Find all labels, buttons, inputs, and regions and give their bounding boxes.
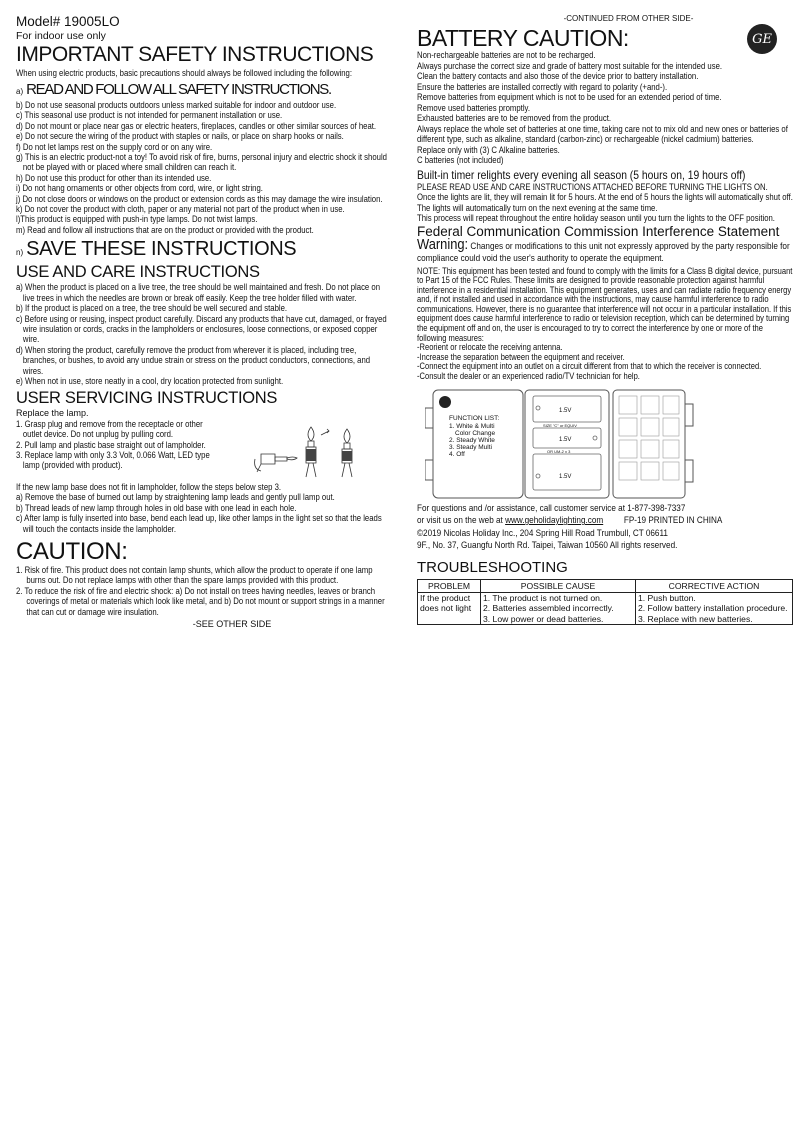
see-other-side: -SEE OTHER SIDE xyxy=(192,619,272,629)
ge-logo: GE xyxy=(747,24,777,54)
list-item: Once the lights are lit, they will remain lit for 5 hours. At the end of 5 hours the lights will automatically shut off. xyxy=(417,192,793,202)
list-item: c) This seasonal use product is not intended for permanent installation or use. xyxy=(16,110,283,121)
warning-word: Warning: xyxy=(417,235,469,253)
cause-cell: 2. Batteries assembled incorrectly. xyxy=(481,603,636,614)
battery-label: 1.5V xyxy=(559,436,572,443)
list-item: a) Remove the base of burned out lamp by straightening lamp leads and gently pull lamp out. xyxy=(16,492,335,503)
problem-line: If the product xyxy=(420,592,471,603)
list-item: i) Do not hang ornaments or other objects from cord, wire, or light string. xyxy=(16,183,263,194)
list-item: -Reorient or relocate the receiving antenna. xyxy=(417,342,563,353)
timer-title: Built-in timer relights every evening all season (5 hours on, 19 hours off) xyxy=(417,167,746,182)
list-item: 2. Pull lamp and plastic base straight out of lampholder. xyxy=(16,439,206,450)
contact-address-tw: 9F., No. 37, Guangfu North Rd. Taipei, Taiwan 10560 All rights reserved. xyxy=(417,540,678,552)
table-header: PROBLEM xyxy=(418,579,481,592)
list-item: j) Do not close doors or windows on the product or extension cords as this may damage the wire insulation. xyxy=(16,193,383,204)
contact-web-lead: or visit us on the web at xyxy=(417,515,506,527)
use-care-title: USE AND CARE INSTRUCTIONS xyxy=(16,263,260,282)
function-list-title: FUNCTION LIST: xyxy=(449,414,500,422)
list-item: k) Do not cover the product with cloth, paper or any material not part of the product when in use. xyxy=(16,204,345,215)
cause-cell: 3. Low power or dead batteries. xyxy=(481,614,636,625)
function-item: Color Change xyxy=(455,429,496,437)
list-item: m) Read and follow all instructions that are on the product or provided with the product. xyxy=(16,224,314,235)
function-item: 4. Off xyxy=(449,450,465,458)
list-item: 1. Risk of fire. This product does not contain lamp shunts, which allow the product to operate if one lamp burns out. Do not replace lamps with other than the spare lamps provided with this product. xyxy=(16,564,373,586)
function-item: 2. Steady White xyxy=(449,436,495,444)
battery-label: 1.5V xyxy=(559,407,572,414)
indoor-note: For indoor use only xyxy=(16,30,106,42)
safety-list xyxy=(16,100,387,235)
list-item: Non-rechargeable batteries are not to be recharged. xyxy=(417,50,596,60)
table-row xyxy=(418,592,793,603)
save-line xyxy=(16,238,388,261)
list-item: -Consult the dealer or an experienced radio/TV technician for help. xyxy=(417,371,640,382)
table-header: POSSIBLE CAUSE xyxy=(481,579,636,592)
function-item: 3. Steady Multi xyxy=(449,443,492,451)
power-button-icon xyxy=(439,396,451,408)
list-item: Remove used batteries promptly. xyxy=(417,102,531,113)
battery-caution-title: BATTERY CAUTION: xyxy=(417,25,629,51)
battery-list xyxy=(417,50,794,166)
contact-web-line xyxy=(417,515,794,528)
list-item: The lights will automatically turn on the next evening at the same time. xyxy=(417,202,658,213)
list-item: -Increase the separation between the equipment and receiver. xyxy=(417,351,625,362)
list-item: Always purchase the correct size and grade of battery most suitable for the intended use. xyxy=(417,60,723,71)
print-info: FP-19 PRINTED IN CHINA xyxy=(623,515,723,527)
right-column xyxy=(417,14,795,625)
contact-phone: For questions and /or assistance, call customer service at 1-877-398-7337 xyxy=(417,502,686,514)
battery-box-illustration xyxy=(425,388,695,500)
service-note: If the new lamp base does not fit in lampholder, follow the steps below step 3. xyxy=(16,481,282,492)
list-item: Exhausted batteries are to be removed from the product. xyxy=(417,113,612,123)
contact-address-us: ©2019 Nicolas Holiday Inc., 204 Spring Hill Road Trumbull, CT 06611 xyxy=(417,527,668,539)
list-item: Ensure the batteries are installed correctly with regard to polarity (+and-). xyxy=(417,81,668,92)
list-item: a) When the product is placed on a live tree, the tree should be well maintained and fresh. Do not place on live trees in which the needles are brown or break off easily. Keep the tree holder filled with water. xyxy=(16,282,381,303)
list-item: 3. Replace lamp with only 3.3 Volt, 0.066 Watt, LED type lamp (provided with product). xyxy=(16,450,210,471)
fcc-note: NOTE: This equipment has been tested and found to comply with the limits for a Class B digital device, pursuant to Part 15 of the FCC Rules. These limits are designed to provide reasonable protection against harmful interference in a residential installation. This equipment generates, uses and can radiate radio frequency energy and, if not installed and used in accordance with the instructions, may cause harmful interference to radio communications. However, there is no guarantee that interference will not occur in a particular installation. If this equipment does cause harmful interference to radio or television reception, which can be determined by turning the equipment off and on, the user is encouraged to try to correct the interference by one or more of the following measures: xyxy=(417,265,793,343)
problem-cell xyxy=(418,592,481,625)
safety-lead: When using electric products, basic precautions should always be followed including the following: xyxy=(16,68,353,78)
list-item: c) Before using or reusing, inspect product carefully. Discard any products that have cut, damaged, or frayed wire insulation or cords, cracks in the lampholders or enclosures, loose connections, or exposed copper wire. xyxy=(16,313,387,345)
save-heading: SAVE THESE INSTRUCTIONS xyxy=(26,238,297,261)
caution-list xyxy=(16,565,387,617)
service-title: USER SERVICING INSTRUCTIONS xyxy=(16,389,278,408)
website-link[interactable]: www.geholidaylighting.com xyxy=(505,515,604,527)
continued-note: -CONTINUED FROM OTHER SIDE- xyxy=(563,14,694,23)
cause-cell: 1. The product is not turned on. xyxy=(481,592,636,603)
list-item: f) Do not let lamps rest on the supply cord or on any wire. xyxy=(16,141,213,152)
list-item: e) When not in use, store neatly in a cool, dry location protected from sunlight. xyxy=(16,375,284,386)
list-item: C batteries (not included) xyxy=(417,155,504,165)
contact-block xyxy=(417,503,794,553)
list-item: c) After lamp is fully inserted into base, bend each lead up, like other lamps in the light set so that the leads will touch the contacts inside the lampholder. xyxy=(16,513,382,534)
lamp-replacement-illustration xyxy=(251,419,363,479)
use-care-list xyxy=(16,282,387,386)
save-prefix: n) xyxy=(16,248,24,258)
list-item: This process will repeat throughout the entire holiday season until you turn the lights to the OFF position. xyxy=(417,213,775,223)
list-item: -Connect the equipment into an outlet on a circuit different from that to which the receiver is connected. xyxy=(417,361,762,372)
list-item: h) Do not use this product for other than its intended use. xyxy=(16,172,212,183)
table-header-row xyxy=(418,579,793,592)
battery-size-note-lower: OR UM-2 x 3 xyxy=(547,448,571,454)
list-item: 1. Grasp plug and remove from the receptacle or other outlet device. Do not unplug by pulling cord. xyxy=(16,418,203,440)
list-item: Clean the battery contacts and also those of the device prior to battery installation. xyxy=(417,71,699,81)
list-item: g) This is an electric product-not a toy! To avoid risk of fire, burns, personal injury and electric shock it should not be played with or placed where small children can reach it. xyxy=(16,152,387,173)
list-item: Replace only with (3) C Alkaline batteries. xyxy=(417,144,560,155)
list-item: PLEASE READ USE AND CARE INSTRUCTIONS ATTACHED BEFORE TURNING THE LIGHTS ON. xyxy=(417,181,768,192)
action-cell: 3. Replace with new batteries. xyxy=(636,614,793,625)
read-all-heading: READ AND FOLLOW ALL SAFETY INSTRUCTIONS. xyxy=(26,81,331,98)
table-header: CORRECTIVE ACTION xyxy=(636,579,793,592)
warning-text: Changes or modifications to this unit not expressly approved by the party responsible for compliance could void the user's authority to operate the equipment. xyxy=(417,240,790,264)
list-item: 2. To reduce the risk of fire and electric shock: a) Do not install on trees having needles, leaves or branch coverings of metal or materials which look like metal, and b) Do not mount or support strings in a manner that can cut or damage wire insulation. xyxy=(16,585,385,617)
list-item: d) When storing the product, carefully remove the product from wherever it is placed, including tree, branches, or bushes, to avoid any undue strain or stress on the product conductors, connections, and wires. xyxy=(16,344,371,376)
list-item: b) Thread leads of new lamp through holes in old base with one lead in each hole. xyxy=(16,502,297,513)
list-item: Always replace the whole set of batteries at one time, taking care not to mix old and new ones or batteries of different type, such as alkaline, standard (carbon-zinc) or rechargeable (nickel cadmium) batteries. xyxy=(417,123,788,144)
problem-line: does not light xyxy=(420,603,472,614)
action-cell: 2. Follow battery installation procedure. xyxy=(636,603,793,614)
troubleshooting-table xyxy=(417,579,793,626)
function-item: 1. White & Multi xyxy=(449,422,495,430)
warning-paragraph xyxy=(417,235,794,265)
list-item: b) If the product is placed on a tree, the tree should be well secured and stable. xyxy=(16,303,288,314)
list-item: b) Do not use seasonal products outdoors unless marked suitable for indoor and outdoor use. xyxy=(16,100,337,110)
service-steps-block xyxy=(16,419,388,479)
action-cell: 1. Push button. xyxy=(636,592,793,603)
list-item: d) Do not mount or place near gas or electric heaters, fireplaces, candles or other similar sources of heat. xyxy=(16,120,377,131)
read-all-line xyxy=(16,81,388,98)
safety-title: IMPORTANT SAFETY INSTRUCTIONS xyxy=(16,43,374,66)
left-column xyxy=(16,14,388,630)
fcc-title: Federal Communication Commission Interference Statement xyxy=(417,223,780,239)
model-number: Model# 19005LO xyxy=(16,14,120,29)
list-item: e) Do not secure the wiring of the product with staples or nails, or place on sharp hooks or nails. xyxy=(16,131,344,142)
service-lead: Replace the lamp. xyxy=(16,408,89,419)
list-item: Remove batteries from equipment which is not to be used for an extended period of time. xyxy=(417,92,722,102)
battery-label: 1.5V xyxy=(559,473,572,480)
read-prefix: a) xyxy=(16,87,24,96)
timer-list xyxy=(417,182,794,224)
battery-size-note: SIZE "C" or EQUIV xyxy=(543,422,577,428)
list-item: l)This product is equipped with push-in type lamps. Do not twist lamps. xyxy=(16,214,258,225)
troubleshooting-title: TROUBLESHOOTING xyxy=(417,558,568,576)
caution-title: CAUTION: xyxy=(16,537,128,565)
